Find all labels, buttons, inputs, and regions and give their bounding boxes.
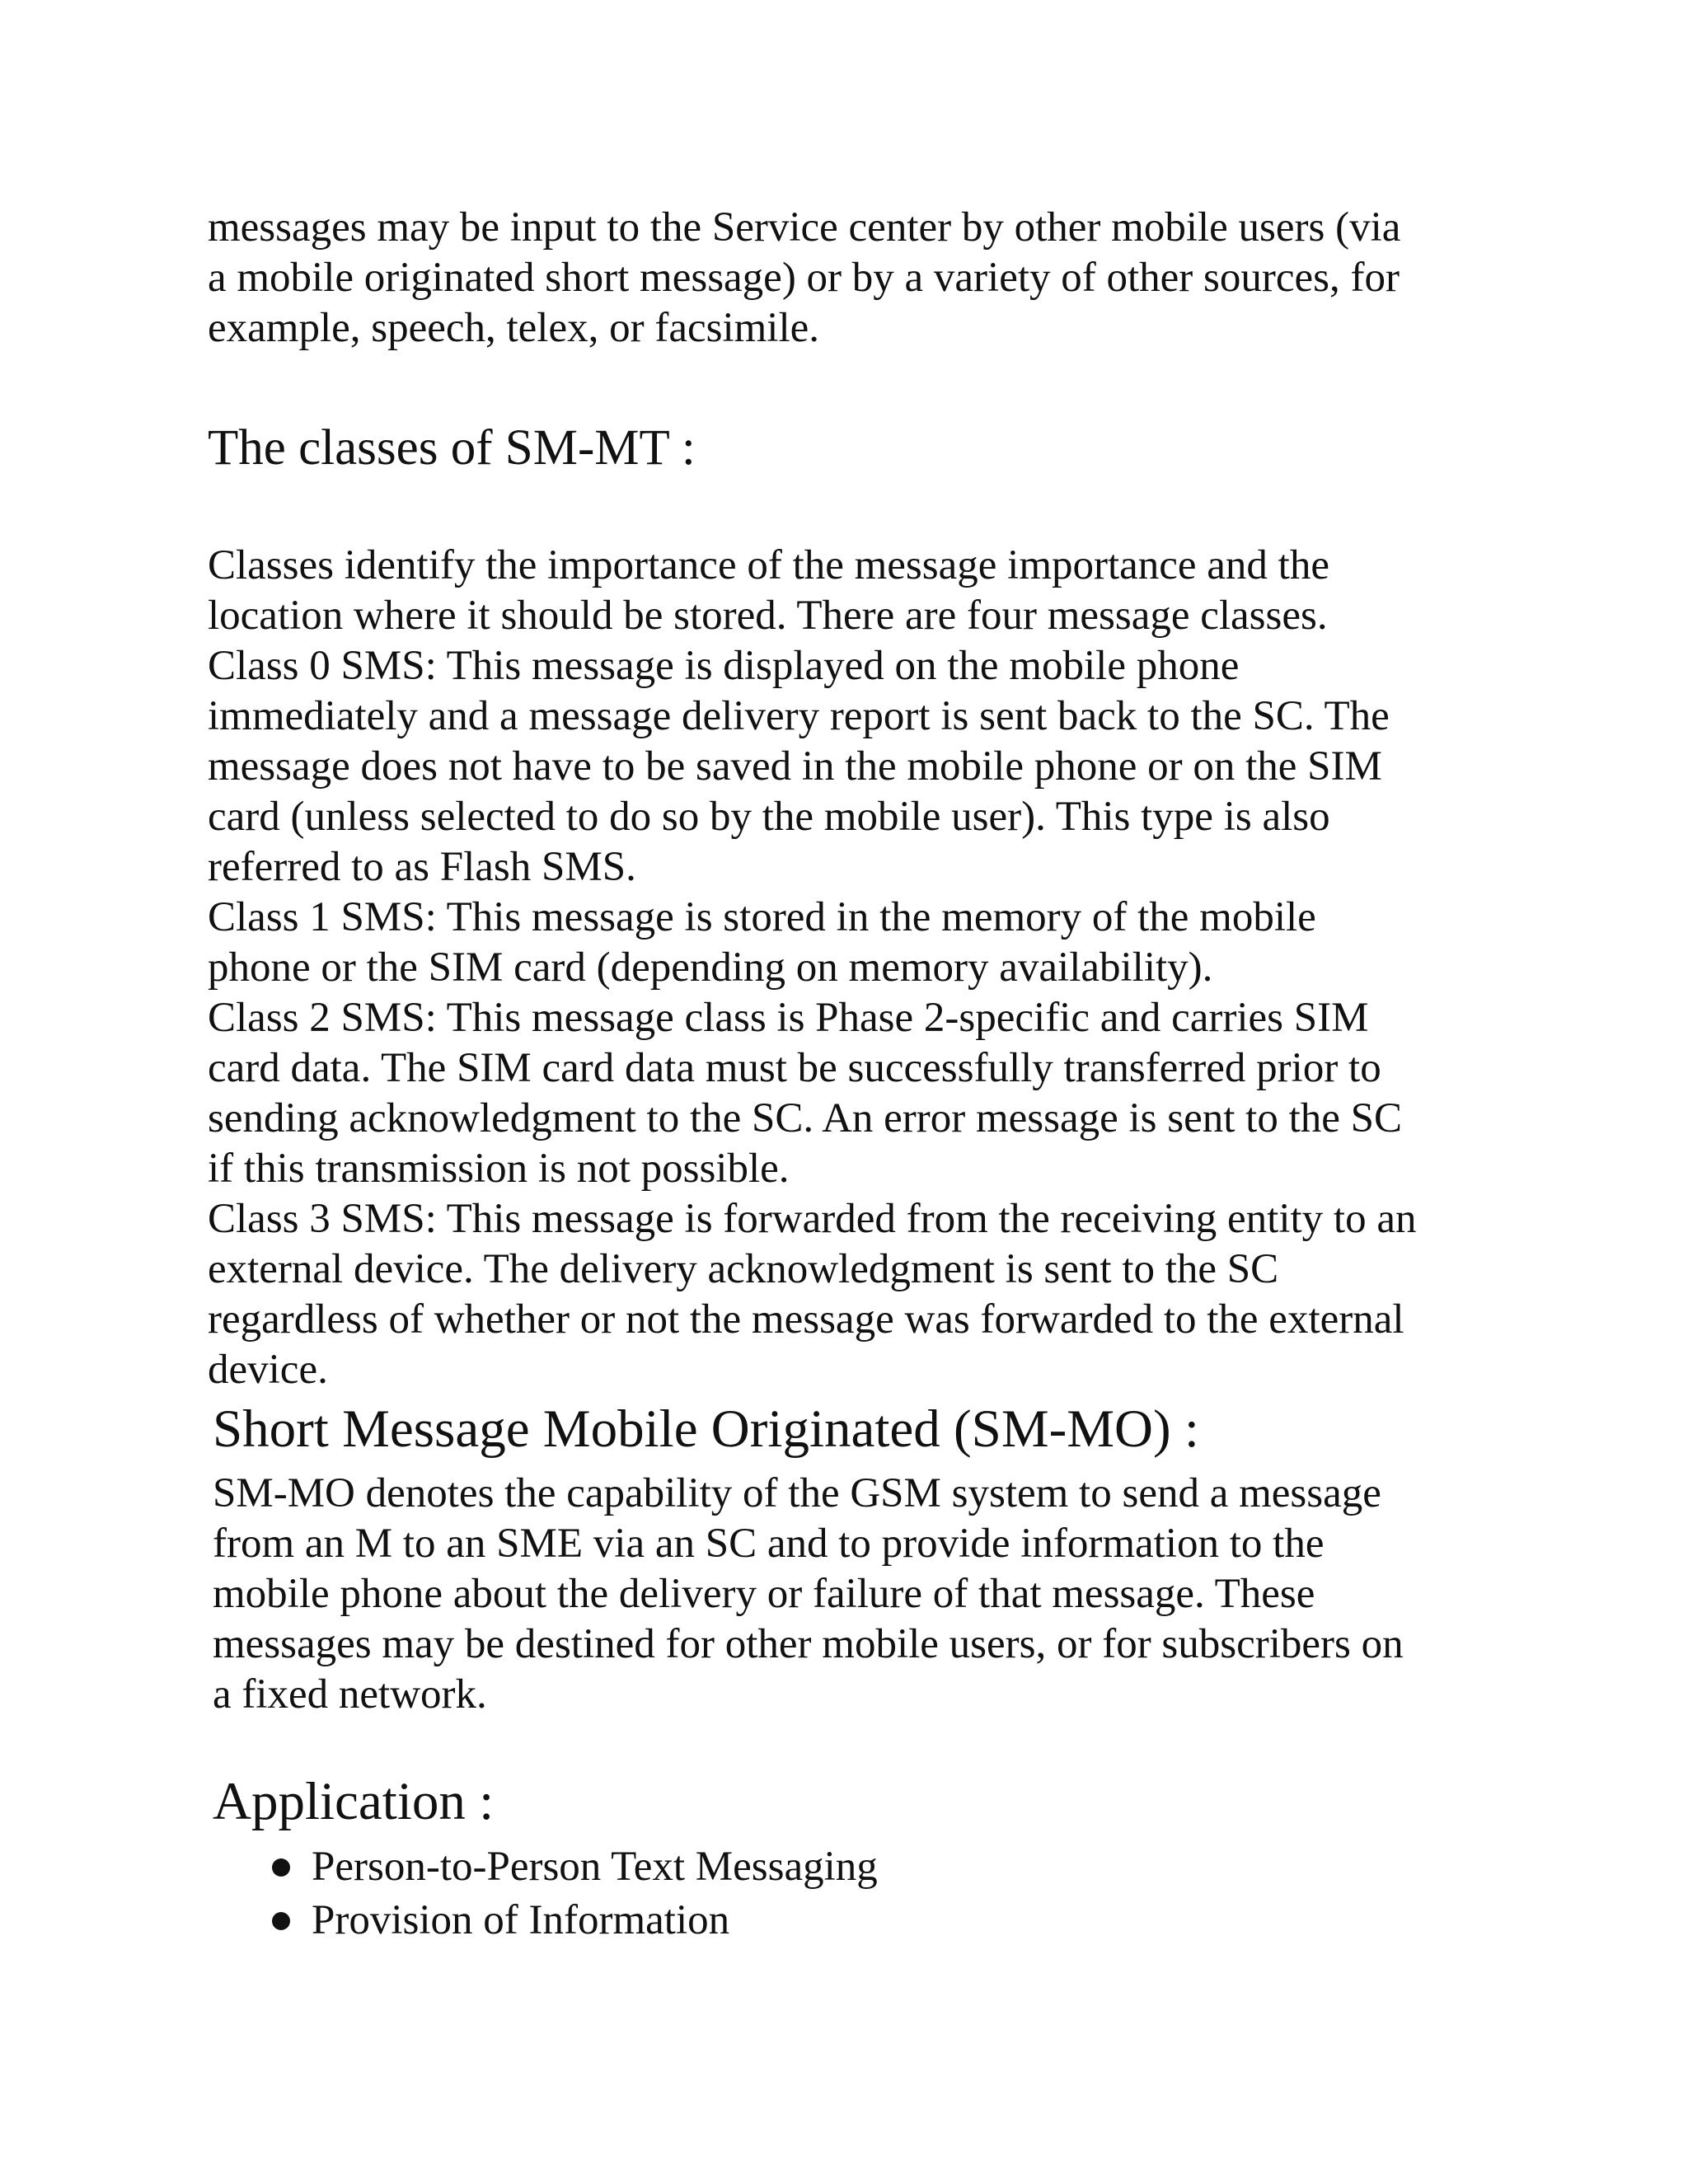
classes-line: Classes identify the importance of the message importance and the — [208, 542, 1329, 588]
classes-line: Class 0 SMS: This message is displayed on the mobile phone — [208, 643, 1240, 689]
intro-line: a mobile originated short message) or by a variety of other sources, for — [208, 255, 1400, 301]
classes-line: Class 1 SMS: This message is stored in the memory of the mobile — [208, 894, 1316, 940]
application-heading: Application : — [213, 1772, 495, 1831]
classes-line: regardless of whether or not the message was forwarded to the external — [208, 1296, 1404, 1343]
classes-line: device. — [208, 1347, 328, 1393]
smmo-line: mobile phone about the delivery or failure of that message. These — [213, 1571, 1315, 1617]
smmo-line: from an M to an SME via an SC and to provide information to the — [213, 1521, 1325, 1567]
intro-line: messages may be input to the Service center by other mobile users (via — [208, 204, 1401, 251]
classes-line: immediately and a message delivery report is sent back to the SC. The — [208, 693, 1390, 739]
classes-line: sending acknowledgment to the SC. An error message is sent to the SC — [208, 1095, 1403, 1141]
classes-line: Class 2 SMS: This message class is Phase 2-specific and carries SIM — [208, 995, 1369, 1041]
smmo-line: messages may be destined for other mobile users, or for subscribers on — [213, 1621, 1404, 1667]
classes-line: card data. The SIM card data must be successfully transferred prior to — [208, 1045, 1381, 1091]
classes-line: phone or the SIM card (depending on memory availability). — [208, 944, 1213, 991]
smmo-line: a fixed network. — [213, 1671, 487, 1718]
smmo-heading: Short Message Mobile Originated (SM-MO) : — [213, 1399, 1199, 1459]
intro-line: example, speech, telex, or facsimile. — [208, 305, 820, 351]
bullet-icon — [272, 1912, 290, 1930]
classes-line: referred to as Flash SMS. — [208, 844, 636, 890]
classes-line: message does not have to be saved in the mobile phone or on the SIM — [208, 743, 1382, 790]
classes-line: location where it should be stored. There are four message classes. — [208, 593, 1328, 639]
classes-line: if this transmission is not possible. — [208, 1146, 790, 1192]
classes-line: Class 3 SMS: This message is forwarded from the receiving entity to an — [208, 1196, 1417, 1242]
bullet-icon — [272, 1858, 290, 1877]
list-item-text: Person-to-Person Text Messaging — [312, 1844, 878, 1890]
list-item-text: Provision of Information — [312, 1897, 730, 1943]
classes-heading: The classes of SM-MT : — [208, 420, 696, 476]
classes-line: card (unless selected to do so by the mobile user). This type is also — [208, 794, 1330, 840]
classes-line: external device. The delivery acknowledgment is sent to the SC — [208, 1246, 1279, 1292]
smmo-line: SM-MO denotes the capability of the GSM system to send a message — [213, 1470, 1381, 1516]
